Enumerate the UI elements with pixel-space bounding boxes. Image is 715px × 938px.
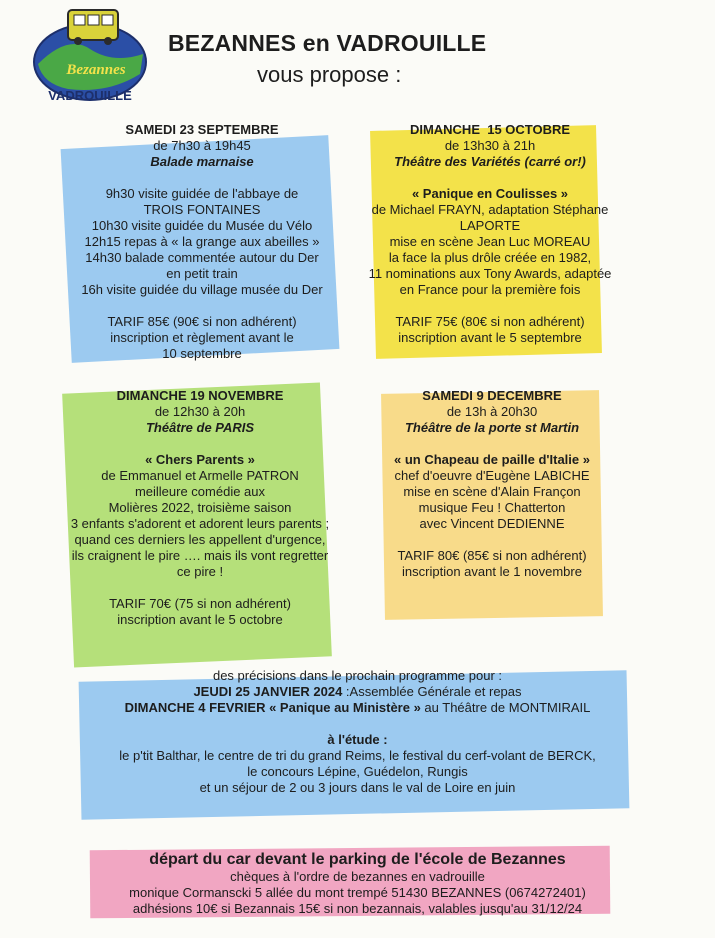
event-line: 9h30 visite guidée de l'abbaye de xyxy=(105,186,299,201)
event-subtitle: Théâtre des Variétés (carré or!) xyxy=(394,154,586,169)
study-line: le concours Lépine, Guédelon, Rungis xyxy=(247,764,468,779)
event-line: ils craignent le pire …. mais ils vont regretter xyxy=(71,548,329,563)
event-date: SAMEDI 9 DECEMBRE xyxy=(422,388,562,403)
upcoming-intro: des précisions dans le prochain programme pour : xyxy=(212,668,503,683)
svg-text:Bezannes: Bezannes xyxy=(66,62,126,78)
event-line: meilleure comédie aux xyxy=(134,484,266,499)
event-september xyxy=(60,122,344,362)
study-line: le p'tit Balthar, le centre de tri du grand Reims, le festival du cerf-volant de BERCK, xyxy=(119,748,596,763)
event-line: 11 nominations aux Tony Awards, adaptée xyxy=(368,266,612,281)
event-line: mise en scène Jean Luc MOREAU xyxy=(389,234,591,249)
bezannes-en-vadrouille-logo xyxy=(28,4,153,108)
departure-notice: départ du car devant le parking de l'école de Bezannes xyxy=(149,851,566,868)
footer-line: adhésions 10€ si Bezannais 15€ si non bezannais, valables jusqu'au 31/12/24 xyxy=(132,901,583,916)
event-october xyxy=(350,122,630,346)
event-line: de Emmanuel et Armelle PATRON xyxy=(101,468,299,483)
event-date: DIMANCHE 15 OCTOBRE xyxy=(409,122,571,137)
footer-line: monique Cormanscki 5 allée du mont trempé 51430 BEZANNES (0674272401) xyxy=(129,885,586,900)
event-line: 16h visite guidée du village musée du Der xyxy=(81,282,323,297)
page-title: BEZANNES en VADROUILLE xyxy=(168,30,487,56)
event-hours: de 7h30 à 19h45 xyxy=(153,138,251,153)
event-hours: de 13h à 20h30 xyxy=(446,404,538,419)
event-line: quand ces derniers les appellent d'urgence, xyxy=(74,532,326,547)
upcoming-line-1: JEUDI 25 JANVIER 2024 :Assemblée Générale et repas xyxy=(193,684,522,699)
event-play-title: « Chers Parents » xyxy=(145,452,255,467)
event-line: 12h15 repas à « la grange aux abeilles » xyxy=(84,234,320,249)
event-date: DIMANCHE 19 NOVEMBRE xyxy=(116,388,284,403)
event-play-title: « un Chapeau de paille d'Italie » xyxy=(394,452,590,467)
upcoming-line-2: DIMANCHE 4 FEVRIER « Panique au Ministère » au Théâtre de MONTMIRAIL xyxy=(124,700,591,715)
event-inscription: inscription et règlement avant le xyxy=(110,330,294,345)
event-inscription: inscription avant le 5 septembre xyxy=(398,330,582,345)
page-subtitle: vous propose : xyxy=(257,62,402,87)
event-tarif: TARIF 70€ (75 si non adhérent) xyxy=(109,596,291,611)
event-play-title: « Panique en Coulisses » xyxy=(411,186,569,201)
event-line: en petit train xyxy=(166,266,238,281)
footer-line: chèques à l'ordre de bezannes en vadrouille xyxy=(230,869,485,884)
event-inscription: inscription avant le 1 novembre xyxy=(402,564,582,579)
event-line: LAPORTE xyxy=(459,218,521,233)
event-inscription: inscription avant le 5 octobre xyxy=(117,612,283,627)
event-line: musique Feu ! Chatterton xyxy=(418,500,566,515)
footer-section xyxy=(40,851,675,917)
event-line: mise en scène d'Alain Françon xyxy=(403,484,581,499)
study-line: et un séjour de 2 ou 3 jours dans le val de Loire en juin xyxy=(199,780,516,795)
event-november xyxy=(40,388,360,628)
event-hours: de 13h30 à 21h xyxy=(444,138,536,153)
event-hours: de 12h30 à 20h xyxy=(154,404,246,419)
event-line: ce pire ! xyxy=(176,564,224,579)
event-subtitle: Théâtre de la porte st Martin xyxy=(404,420,580,435)
event-inscription: 10 septembre xyxy=(162,346,242,361)
svg-text:VADROUILLE: VADROUILLE xyxy=(48,88,132,103)
event-tarif: TARIF 80€ (85€ si non adhérent) xyxy=(397,548,587,563)
event-line: 14h30 balade commentée autour du Der xyxy=(85,250,319,265)
event-line: 3 enfants s'adorent et adorent leurs parents ; xyxy=(70,516,330,531)
event-date: SAMEDI 23 SEPTEMBRE xyxy=(125,122,279,137)
event-line: en France pour la première fois xyxy=(399,282,581,297)
event-line: la face la plus drôle créée en 1982, xyxy=(388,250,592,265)
event-line: chef d'oeuvre d'Eugène LABICHE xyxy=(394,468,590,483)
event-tarif: TARIF 75€ (80€ si non adhérent) xyxy=(395,314,585,329)
event-line: Molières 2022, troisième saison xyxy=(108,500,292,515)
event-subtitle: Théâtre de PARIS xyxy=(145,420,255,435)
event-december xyxy=(372,388,612,580)
event-line: avec Vincent DEDIENNE xyxy=(419,516,565,531)
upcoming-section xyxy=(40,668,675,796)
event-line: 10h30 visite guidée du Musée du Vélo xyxy=(91,218,313,233)
event-tarif: TARIF 85€ (90€ si non adhérent) xyxy=(107,314,297,329)
event-subtitle: Balade marnaise xyxy=(150,154,254,169)
study-title: à l'étude : xyxy=(327,732,388,747)
event-line: TROIS FONTAINES xyxy=(143,202,261,217)
event-line: de Michael FRAYN, adaptation Stéphane xyxy=(371,202,609,217)
